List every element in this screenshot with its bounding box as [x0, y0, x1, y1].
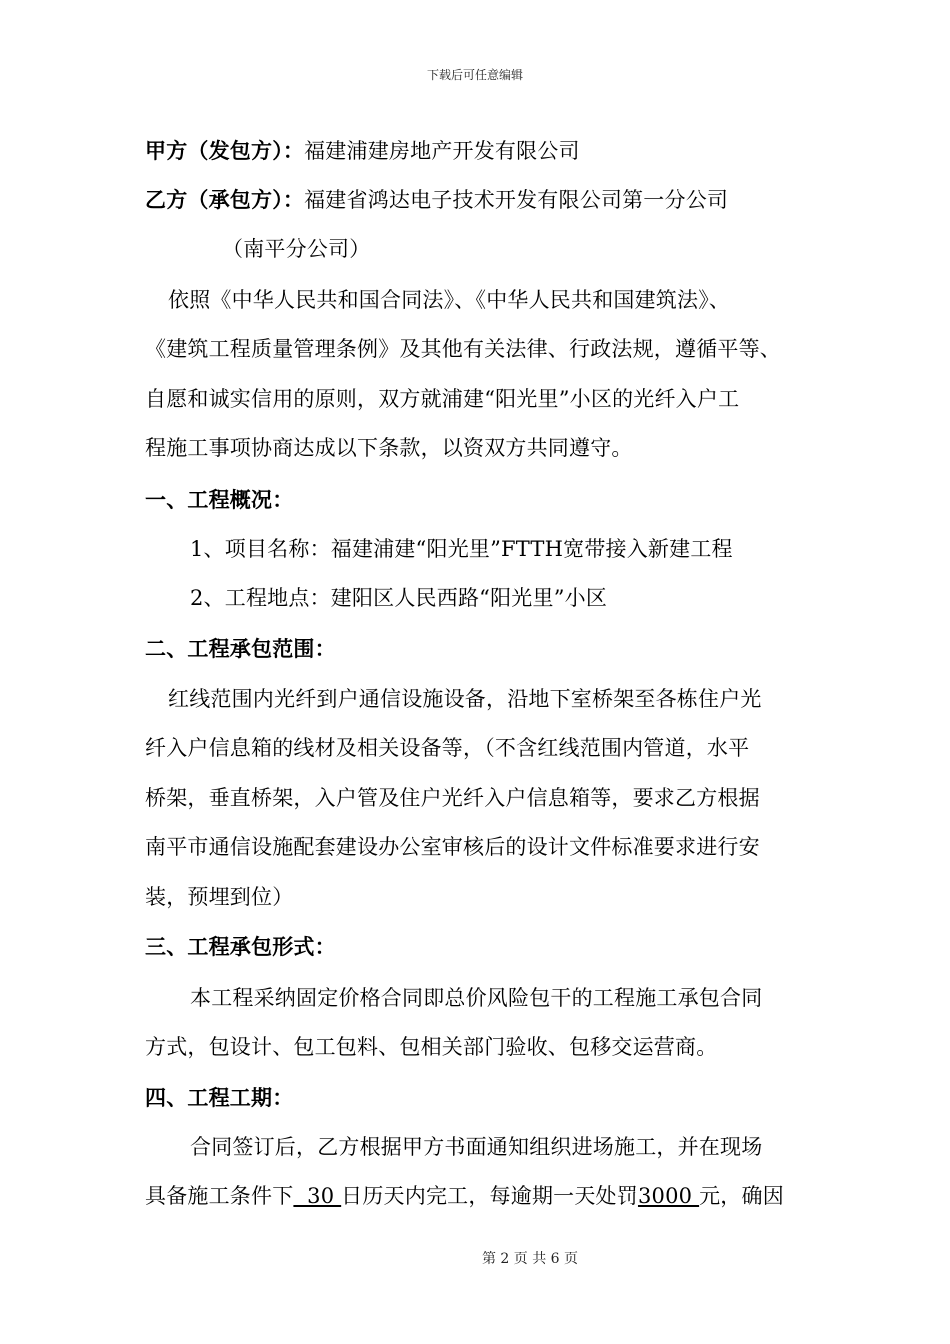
construction-days-value: 30	[293, 1184, 342, 1208]
section1-item-2: 2、工程地点：建阳区人民西路“阳光里”小区	[190, 586, 608, 610]
party-a-label: 甲方（发包方）：	[145, 139, 305, 163]
section4-line-2-middle: 日历天内完工，每逾期一天处罚	[341, 1184, 638, 1208]
section4-line-2-start: 具备施工条件下	[145, 1184, 294, 1208]
party-b-name-continuation: （南平分公司）	[222, 237, 371, 261]
section4-line-2	[145, 1181, 784, 1211]
section3-title: 三、工程承包形式：	[145, 935, 336, 959]
intro-line-1: 依照《中华人民共和国合同法》、《中华人民共和国建筑法》、	[168, 288, 731, 312]
party-a-name: 福建浦建房地产开发有限公司	[304, 139, 580, 163]
party-b-label: 乙方（承包方）：	[145, 188, 305, 212]
section2-line-5: 装，预埋到位）	[145, 885, 294, 909]
section4-line-2-end: 元，确因	[699, 1184, 784, 1208]
section2-line-4: 南平市通信设施配套建设办公室审核后的设计文件标准要求进行安	[145, 835, 760, 859]
section4-title: 四、工程工期：	[145, 1086, 294, 1110]
penalty-amount-value: 3000	[637, 1184, 700, 1208]
section2-line-1: 红线范围内光纤到户通信设施设备，沿地下室桥架至各栋住户光	[168, 687, 762, 711]
section2-line-3: 桥架，垂直桥架，入户管及住户光纤入户信息箱等，要求乙方根据	[145, 786, 760, 810]
party-b-line	[145, 185, 728, 215]
section1-item-1: 1、项目名称：福建浦建“阳光里”FTTH宽带接入新建工程	[190, 537, 733, 561]
party-b-name: 福建省鸿达电子技术开发有限公司第一分公司	[304, 188, 729, 212]
page-footer: 第 2 页 共 6 页	[481, 1251, 579, 1267]
party-a-line	[145, 136, 580, 166]
intro-line-2: 《建筑工程质量管理条例》及其他有关法律、行政法规，遵循平等、	[145, 337, 781, 361]
section3-line-2: 方式，包设计、包工包料、包相关部门验收、包移交运营商。	[145, 1035, 718, 1059]
section2-title: 二、工程承包范围：	[145, 637, 336, 661]
section1-title: 一、工程概况：	[145, 488, 294, 512]
section3-line-1: 本工程采纳固定价格合同即总价风险包干的工程施工承包合同	[190, 986, 763, 1010]
section4-line-1: 合同签订后，乙方根据甲方书面通知组织进场施工，并在现场	[190, 1135, 763, 1159]
intro-line-3: 自愿和诚实信用的原则，双方就浦建“阳光里”小区的光纤入户工	[145, 387, 740, 411]
intro-line-4: 程施工事项协商达成以下条款，以资双方共同遵守。	[145, 436, 633, 460]
section2-line-2: 纤入户信息箱的线材及相关设备等，（不含红线范围内管道，水平	[145, 736, 750, 760]
page-header: 下载后可任意编辑	[426, 68, 523, 82]
